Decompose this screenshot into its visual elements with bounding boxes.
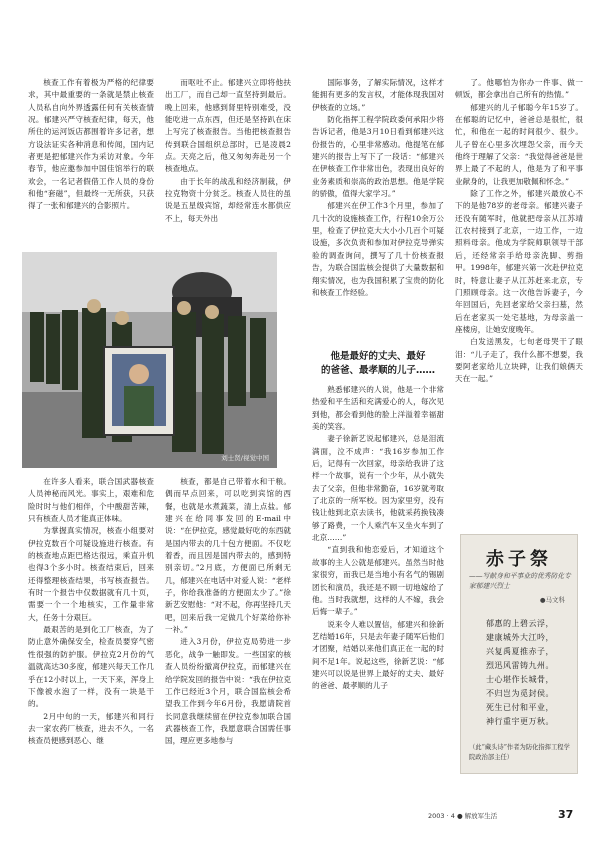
- poem-line: 士心堪作长城骨，: [486, 675, 554, 684]
- poem-line: 神行重宇更万秋。: [486, 717, 554, 726]
- poem-author: ●马文科: [539, 596, 565, 604]
- photo-caption: 刘士贤/视觉中国: [221, 454, 269, 462]
- subheading-line-1: 他是最好的丈夫、最好: [330, 351, 426, 362]
- funeral-photo: [22, 252, 277, 468]
- page-number: 37: [558, 808, 574, 821]
- col3-top-text: 国际事务，了解实际情况，这样才能拥有更多的发言权，才能体现我国对伊核查的立场。” 防化指挥工程学院政委何承阳少将告诉记者，他是3月10日看到郁建兴这份报告的，心里非常感动。他提笔在郁建兴的报告上写下了一段话：“郁建兴在伊核查工作非常出色，表现出良好的业务素质和崇高的政治思想。他是学院的骄傲，值得大家学习。” 郁建兴在伊工作3个月里，参加了几十次的设施核查工作，行程10余万公里，检查了伊拉克大大小小几百个可疑设施，多次负责和参加对伊拉克导弹实验的调查询问，撰写了几十份核查报告，为联合国监核会提供了大量数据和翔实情况，也为我国积累了宝贵的防化和核查工作经验。: [312, 78, 444, 297]
- poem-line: 郁惠的上碧云浮，: [486, 619, 554, 628]
- col1-bottom-text: 在许多人看来，联合国武器核查人员神秘而风光。事实上，艰难和危险时时与他们相伴，个中酸甜苦辣，只有核查人员才能真正体味。 为掌握真实情况，核查小组要对伊拉克数百个可疑设施进行核查。有的核查地点距巴格达很远，乘直升机也得3个多小时。核查结束后，回来还得整理核查结果，书写核查报告。有时一个报告中仅数据就有几十页，需要一个一个地核实，工作量非常大，任务十分艰巨。 最艰苦的是到化工厂核查，为了防止意外确保安全，检查员要穿气密性很强的防护服。伊拉克2月份的气温就高达30多度，郁建兴每天工作几乎在12小时以上，一天下来，浑身上下像被水泡了一样，没有一块是干的。 2月中旬的一天，郁建兴和同行去一家农药厂核查，进去不久，一名核查员便感到恶心、继: [28, 477, 154, 746]
- poem-line: 死生已付和平业，: [486, 703, 554, 712]
- poem-box: [460, 534, 578, 774]
- col2-bottom-text: 核查，都是自己带着水和干粮。偶而早点回来，可以吃到宾馆的西餐，也就是水煮蔬菜，清上点盐。郁建兴在给同事发回的E-mail中说：“在伊拉克，感觉最好吃的东西就是国内带去的几十包方便面。不仅吃着香，而且因是国内带去的，感到特别亲切。”2月底，方便面已所剩无几，郁建兴在电话中对爱人说：“老样子，你给我准备的方便面太少了。”徐新艺安慰他：“对不起，你再坚持几天吧，回来后我一定做几个好菜给你补一补。” 进入3月份，伊拉克局势进一步恶化，战争一触即发。一些国家的核查人员纷纷撤离伊拉克，而郁建兴在给学院发回的报告中说：“我在伊拉克工作已经近3个月，联合国监核会希望我工作到今年6月份，我愿请院首长同意我继续留在伊拉克参加联合国武器核查工作，我愿意联合国需任事国，理应更多地参与: [165, 477, 291, 746]
- poem-line: 兴复禹夏推赤子，: [486, 647, 554, 656]
- section-subheading: [312, 350, 444, 378]
- poem-line: 烈迅风雷铸九州。: [486, 661, 554, 670]
- col2-top-text: 而呕吐不止。郁建兴立即将他扶出工厂，而自己却一直坚持到最后。晚上回来，他感到肾里特别难受，没能吃进一点东西，但还是坚持趴在床上写完了核查报告。当他把核查报告传到联合国组织总部时，已是凌晨2点。天亮之后，他又匆匆奔赴另一个核查地点。 由于长年的战乱和经济制裁，伊拉克物资十分贫乏。核查人员住的虽说是五星级宾馆，却经常连水都供应不上，每天外出: [165, 78, 291, 223]
- col3-bottom-text: 熟悉郁建兴的人说，他是一个非常热爱和平生活和充满爱心的人，每次见到他，都会看到他的脸上洋溢着幸福甜美的笑容。 妻子徐新艺说起郁建兴，总是泪流满面，泣不成声：“我16岁参加工作后，记得有一次回家，母亲给我讲了这样一个故事，说有一个少年，从小就失去了父亲，但他非常勤奋，16岁就考取了北京的一所军校。因为家里穷，没有钱让他到北京去读书，他就采药换钱凑够了路费，一个人乘汽车又坐火车到了北京……” “直到我和他恋爱后，才知道这个故事的主人公就是郁建兴。虽然当时他家很穷，而我已是当地小有名气的锡剧团长和演员，我还是不顾一切地嫁给了他。当时我就想，这样的人不嫁，我会后悔一辈子。” 说来令人难以置信，郁建兴和徐新艺结婚16年，只是去年妻子随军后他们才团聚，结婚以来他们真正在一起的时间不足1年。说起这些，徐新艺说：“郁建兴可以说是世界上最好的丈夫、最好的爸爸、最孝顺的儿子: [312, 385, 444, 691]
- poem-line: 不归岂为觅封侯。: [486, 689, 554, 698]
- subheading-line-2: 的爸爸、最孝顺的儿子……: [320, 365, 435, 376]
- poem-lines: [471, 617, 569, 729]
- poem-note: （此“藏头诗”作者为防化指挥工程学院政治部主任）: [469, 744, 570, 761]
- col4-top-text: 了。他哪怕为你办一件事、做一顿饭，都会拿出自己所有的热情。” 郁建兴的儿子郁聪今年15岁了。在郁聪的记忆中，爸爸总是很忙，很忙，和他在一起的时间很少、很少。儿子曾在心里多次埋怨父亲，而今天他终于理解了父亲：“我觉得爸爸是世界上最了不起的人，他是为了和平事业献身的，让我更加敬佩和怀念。” 除了工作之外，郁建兴最放心不下的是他78岁的老母亲。郁建兴妻子还没有随军时，他就把母亲从江苏靖江农村接到了北京，一边工作，一边照料母亲。他成为学院师职领导干部后，还经常亲手给母亲洗脚、剪指甲。1998年，郁建兴第一次赴伊拉克时，特意让妻子从江苏赶来北京，专门照顾母亲。这一次他告诉妻子，今年回国后，先回老家给父亲扫墓，然后在老家买一处宅基地，为母亲盖一座楼房，让她安度晚年。 白发送黑发，七旬老母哭干了眼泪：“儿子走了，我什么都不想要，我要阿老家给儿立块碑，让我们娘俩天天在一起。”: [455, 78, 583, 384]
- page-footer: 2003 · 4 ● 解放军生活: [428, 812, 498, 820]
- poem-subtitle: ——写献身和平事业的优秀防化专家郁建兴烈士: [469, 572, 571, 590]
- col1-top-text: 核查工作有着极为严格的纪律要求，其中最重要的一条就是禁止核查人员私自向外界透露任何有关核查情况。郁建兴严守核查纪律，每天，他所住的运河饭店都围着许多记者，想方设法证实各种消息和传闻，国内记者更是把郁建兴作为采访对象。今年春节，他应邀参加中国佳馆举行的联欢会，一名记者假借工作人员的身份和他“套磁”，但最终一无所获，只获得了一张和郁建兴的合影照片。: [28, 78, 154, 211]
- poem-title: 赤子祭: [486, 549, 552, 570]
- poem-line: 建康城外大江吟，: [486, 633, 554, 642]
